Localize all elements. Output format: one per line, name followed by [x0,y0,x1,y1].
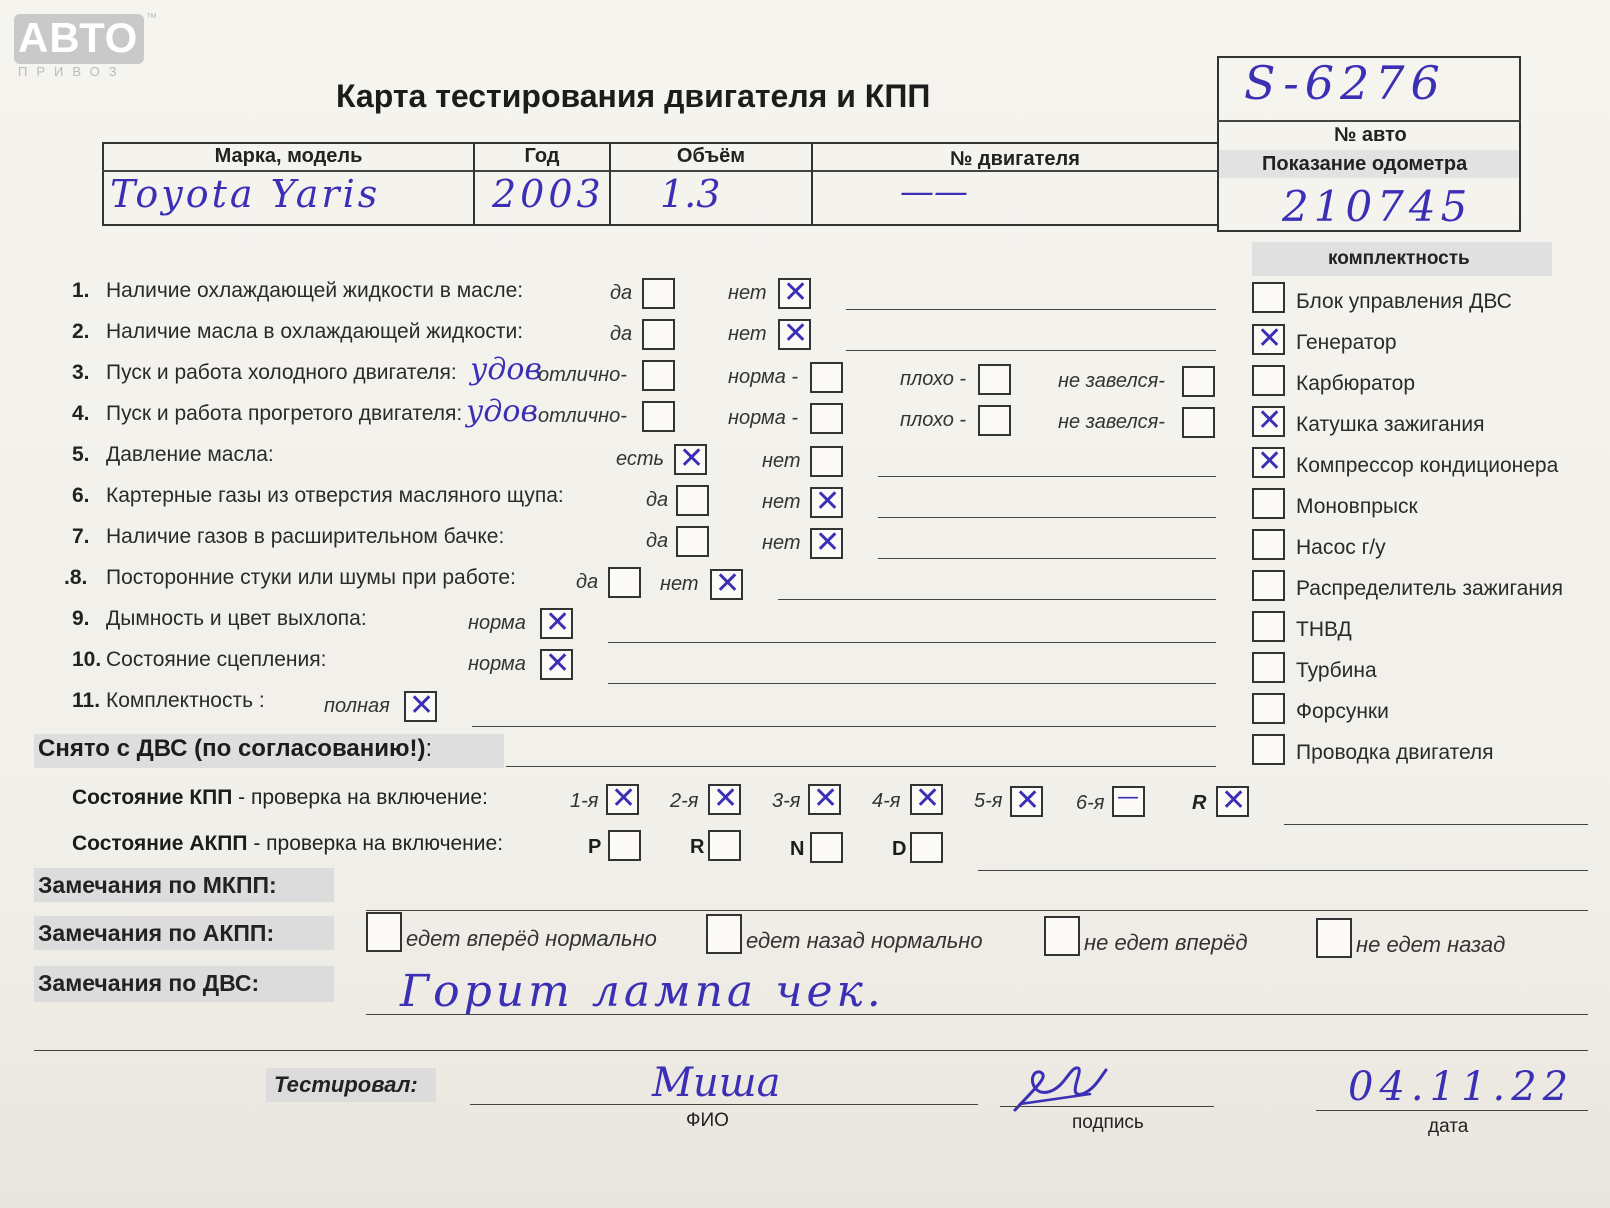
option-label: плохо - [900,368,967,390]
logo-text: АВТО [18,14,139,61]
gear-4-checkbox[interactable] [910,784,943,815]
item-text: Наличие газов в расширительном бачке: [106,525,505,548]
kit-label: Форсунки [1296,700,1389,723]
removed-label [38,735,432,763]
engine-remarks-value: Горит лампа чек. [400,966,885,1017]
gear-5-checkbox[interactable] [1010,786,1043,817]
checkbox-item10-normal[interactable] [540,649,573,680]
akpp-option-label: едет назад нормально [746,928,983,953]
position-label: P [588,836,602,858]
gear-3-checkbox[interactable] [808,784,841,815]
item-text: Наличие масла в охлаждающей жидкости: [106,320,524,343]
gear-r-checkbox[interactable] [1216,786,1249,817]
handwritten-satisfactory-warm: удов [466,394,538,429]
akpp-forward-ok-checkbox[interactable] [366,912,402,952]
checkbox-item4-normal[interactable] [810,403,843,434]
logo-subtext: ПРИВОЗ [18,64,126,79]
position-d-checkbox[interactable] [910,832,943,863]
akpp-no-forward-checkbox[interactable] [1044,916,1080,956]
auto-number-label: № авто [1334,124,1407,146]
kit-title: комплектность [1328,248,1470,269]
item-number: 4. [72,402,90,425]
remarks-manual-label: Замечания по МКПП: [38,872,277,898]
manual-rest: - проверка на включение: [232,786,488,809]
checkbox-item9-normal[interactable] [540,608,573,639]
gear-2-checkbox[interactable] [708,784,741,815]
checkbox-item6-no[interactable] [810,487,843,518]
item-text: Давление масла: [106,443,274,466]
item-number: .8. [64,566,88,589]
option-label: норма - [728,366,799,388]
auto-gearbox-label [72,832,503,856]
item-number: 2. [72,320,90,343]
date-label: дата [1428,1116,1469,1137]
tested-by-label: Тестировал: [274,1072,418,1097]
option-label: да [576,571,599,593]
kit-label: Проводка двигателя [1296,741,1494,764]
col-year-header: Год [524,145,560,167]
kit-label: Насос г/у [1296,536,1386,559]
item-number: 11. [72,689,101,712]
gear-1-checkbox[interactable] [606,784,639,815]
kit-checkbox[interactable] [1252,488,1285,519]
page-title: Карта тестирования двигателя и КПП [336,78,931,114]
option-label: норма - [728,407,799,429]
checkbox-item8-no[interactable] [710,569,743,600]
remarks-auto-label: Замечания по АКПП: [38,920,275,946]
checkbox-item2-no[interactable] [778,319,811,350]
manual-bold: Состояние КПП [72,786,233,809]
checkbox-item3-excellent[interactable] [642,360,675,391]
option-label: не завелся- [1058,411,1165,433]
kit-checkbox[interactable] [1252,282,1285,313]
position-n-checkbox[interactable] [810,832,843,863]
item-number: 3. [72,361,90,384]
option-label: есть [616,448,665,470]
gear-label: 3-я [772,790,801,812]
removed-bold: Снято с ДВС [38,735,188,762]
checkbox-item5-no[interactable] [810,446,843,477]
kit-checkbox[interactable] [1252,324,1285,355]
make-value: Toyota Yaris [110,172,381,216]
position-p-checkbox[interactable] [608,830,641,861]
manual-gearbox-label [72,786,488,810]
gear-label: 4-я [872,790,901,812]
kit-label: Блок управления ДВС [1296,290,1512,313]
checkbox-item3-normal[interactable] [810,362,843,393]
kit-label: Турбина [1296,659,1377,682]
tester-name-value: Миша [652,1060,781,1106]
item-number: 7. [72,525,90,548]
option-label: да [646,530,669,552]
kit-checkbox[interactable] [1252,447,1285,478]
kit-checkbox[interactable] [1252,529,1285,560]
year-value: 2003 [492,172,605,216]
checkbox-item6-yes[interactable] [676,485,709,516]
option-label: да [646,489,669,511]
gear-label: 6-я [1076,792,1105,814]
kit-label: Катушка зажигания [1296,413,1485,436]
option-label: да [610,282,633,304]
removed-colon: : [425,735,433,762]
auto-rest: - проверка на включение: [247,832,504,855]
kit-checkbox[interactable] [1252,611,1285,642]
item-number: 9. [72,607,90,630]
kit-checkbox[interactable] [1252,652,1285,683]
checkbox-item1-no[interactable] [778,278,811,309]
item-number: 1. [72,279,90,302]
kit-label: Моновпрыск [1296,495,1418,518]
handwritten-satisfactory-cold: удов [470,352,542,387]
remarks-engine-label: Замечания по ДВС: [38,970,260,996]
position-label: D [892,838,907,860]
volume-value: 1.3 [660,172,721,216]
item-number: 5. [72,443,90,466]
odometer-value: 210745 [1282,182,1473,231]
akpp-option-label: едет вперёд нормально [406,926,657,951]
signature-label: подпись [1072,1112,1144,1133]
gear-label: 5-я [974,790,1003,812]
auto-bold: Состояние АКПП [72,832,248,855]
option-label: нет [762,450,801,472]
kit-checkbox[interactable] [1252,406,1285,437]
item-text: Пуск и работа холодного двигателя: [106,361,457,384]
akpp-option-label: не едет назад [1356,932,1506,957]
odometer-label: Показание одометра [1262,153,1468,175]
kit-label: Карбюратор [1296,372,1416,395]
checkbox-item7-no[interactable] [810,528,843,559]
option-label: отлично- [538,405,627,427]
gear-6-checkbox[interactable] [1112,786,1145,817]
kit-checkbox[interactable] [1252,734,1285,765]
option-label: плохо - [900,409,967,431]
col-volume-header: Объём [676,145,746,167]
kit-checkbox[interactable] [1252,365,1285,396]
kit-label: Распределитель зажигания [1296,577,1564,600]
item-text: Картерные газы из отверстия масляного щупа: [106,484,564,507]
gear-label: 2-я [670,790,699,812]
checkbox-item4-bad[interactable] [978,405,1011,436]
akpp-reverse-ok-checkbox[interactable] [706,914,742,954]
removed-note: (по согласованию!) [194,735,426,762]
item-number: 6. [72,484,90,507]
checkbox-item3-nostart[interactable] [1182,366,1215,397]
auto-number-value: S-6276 [1244,56,1446,110]
checkbox-item7-yes[interactable] [676,526,709,557]
item-text: Посторонние стуки или шумы при работе: [106,566,516,589]
option-label: нет [762,532,801,554]
logo-tm: ™ [146,12,157,24]
kit-label: Компрессор кондиционера [1296,454,1559,477]
akpp-option-label: не едет вперёд [1084,930,1248,955]
item-number: 10. [72,648,102,671]
checkbox-item4-nostart[interactable] [1182,407,1215,438]
kit-label: ТНВД [1296,618,1352,641]
item-text: Дымность и цвет выхлопа: [106,607,367,630]
option-label: не завелся- [1058,370,1165,392]
option-label: полная [324,695,390,717]
test-date-value: 04.11.22 [1348,1064,1575,1110]
option-label: нет [728,323,767,345]
checkbox-item4-excellent[interactable] [642,401,675,432]
option-label: да [610,323,633,345]
position-label: R [690,836,705,858]
item-text: Состояние сцепления: [106,648,327,671]
kit-checkbox[interactable] [1252,693,1285,724]
checkbox-item3-bad[interactable] [978,364,1011,395]
col-engine-header: № двигателя [950,148,1080,170]
fio-label: ФИО [686,1110,729,1131]
item-text: Пуск и работа прогретого двигателя: [106,402,463,425]
checkbox-item8-yes[interactable] [608,567,641,598]
checkbox-item1-yes[interactable] [642,278,675,309]
col-make-header: Марка, модель [214,145,363,167]
option-label: норма [468,653,526,675]
option-label: нет [660,573,699,595]
option-label: нет [762,491,801,513]
item-text: Наличие охлаждающей жидкости в масле: [106,279,524,302]
option-label: отлично- [538,364,627,386]
option-label: норма [468,612,526,634]
checkbox-item5-present[interactable] [674,444,707,475]
position-r-checkbox[interactable] [708,830,741,861]
engine-no-value: —— [900,172,968,212]
kit-checkbox[interactable] [1252,570,1285,601]
position-label: N [790,838,805,860]
checkbox-item2-yes[interactable] [642,319,675,350]
gear-label: 1-я [570,790,599,812]
gear-label: R [1192,792,1207,814]
signature-image [1010,1058,1110,1118]
akpp-no-reverse-checkbox[interactable] [1316,918,1352,958]
checkbox-item11-full[interactable] [404,691,437,722]
kit-label: Генератор [1296,331,1397,354]
item-text: Комплектность : [106,689,265,712]
option-label: нет [728,282,767,304]
